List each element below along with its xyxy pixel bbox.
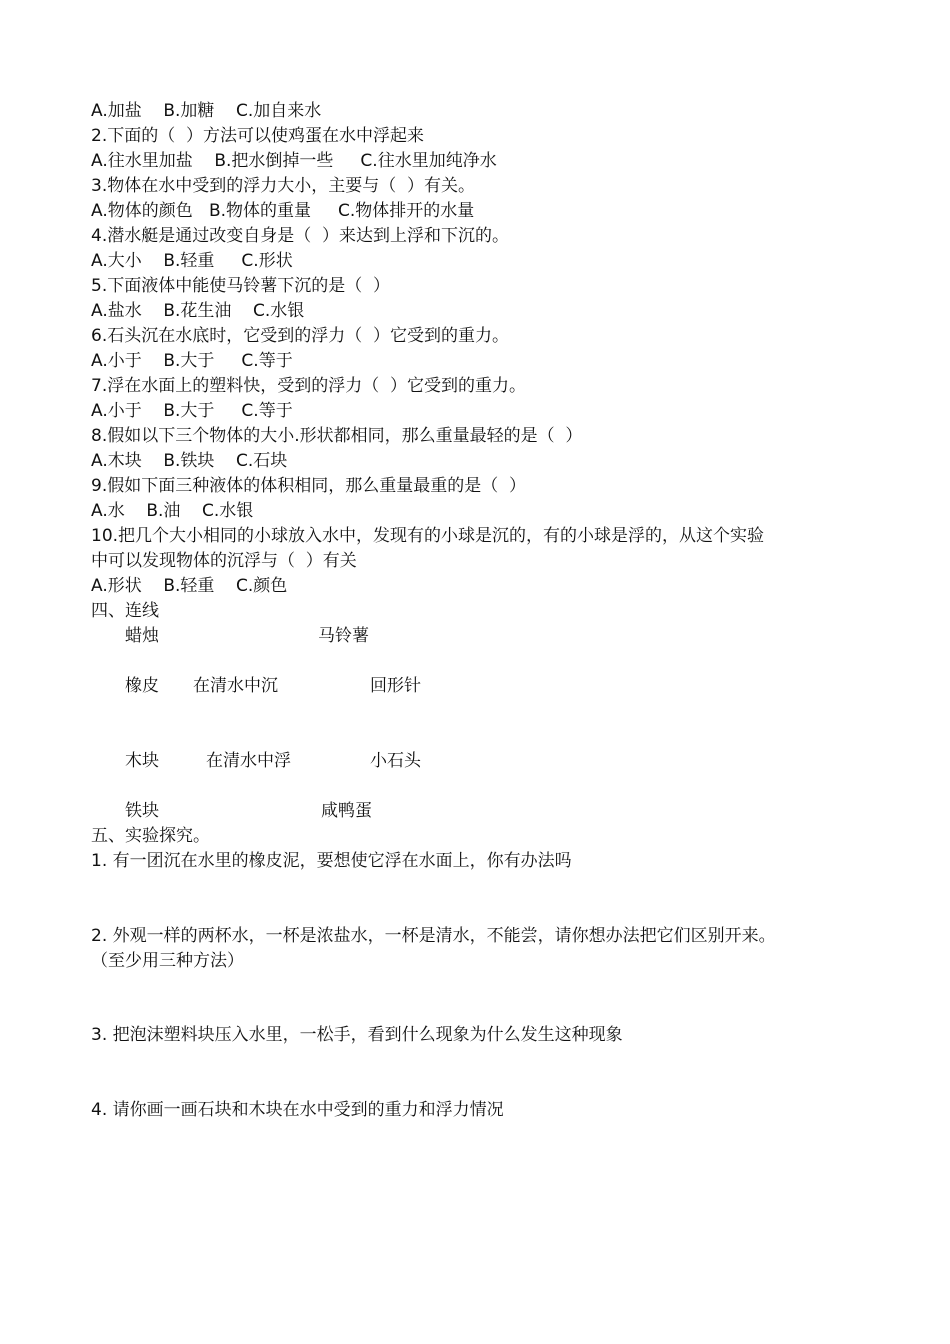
q9-text: 9.假如下面三种液体的体积相同，那么重量最重的是（ ） [91,476,527,496]
q4-text: 4.潜水艇是通过改变自身是（ ）来达到上浮和下沉的。 [91,226,510,246]
match-middle-item: 在清水中浮 [206,751,291,771]
q7-options: A.小于 B.大于 C.等于 [91,401,293,421]
match-middle-item: 在清水中沉 [193,676,278,696]
q4-options: A.大小 B.轻重 C.形状 [91,251,293,271]
q1-options: A.加盐 B.加糖 C.加自来水 [91,101,322,121]
q10-text-line1: 10.把几个大小相同的小球放入水中，发现有的小球是沉的，有的小球是浮的，从这个实验 [91,526,765,546]
q3-text: 3.物体在水中受到的浮力大小，主要与（ ）有关。 [91,176,476,196]
experiment-question-3: 3. 把泡沫塑料块压入水里，一松手，看到什么现象为什么发生这种现象 [91,1025,623,1045]
q2-text: 2.下面的（ ）方法可以使鸡蛋在水中浮起来 [91,126,425,146]
q9-options: A.水 B.油 C.水银 [91,501,254,521]
q3-options: A.物体的颜色 B.物体的重量 C.物体排开的水量 [91,201,475,221]
q7-text: 7.浮在水面上的塑料快，受到的浮力（ ）它受到的重力。 [91,376,527,396]
match-right-item: 咸鸭蛋 [321,801,372,821]
match-left-item: 蜡烛 [125,626,159,646]
match-right-item: 小石头 [370,751,421,771]
match-right-item: 回形针 [370,676,421,696]
match-left-item: 橡皮 [125,676,159,696]
q10-options: A.形状 B.轻重 C.颜色 [91,576,288,596]
experiment-question-2-line1: 2. 外观一样的两杯水，一杯是浓盐水，一杯是清水，不能尝，请你想办法把它们区别开来。 [91,926,776,946]
experiment-question-2-line2: （至少用三种方法） [91,951,244,971]
experiment-question-4: 4. 请你画一画石块和木块在水中受到的重力和浮力情况 [91,1100,504,1120]
section4-title: 四、连线 [91,601,159,621]
experiment-question-1: 1. 有一团沉在水里的橡皮泥，要想使它浮在水面上，你有办法吗 [91,851,572,871]
q8-text: 8.假如以下三个物体的大小.形状都相同，那么重量最轻的是（ ） [91,426,583,446]
q10-text-line2: 中可以发现物体的沉浮与（ ）有关 [91,551,357,571]
q6-text: 6.石头沉在水底时，它受到的浮力（ ）它受到的重力。 [91,326,510,346]
q5-options: A.盐水 B.花生油 C.水银 [91,301,305,321]
q5-text: 5.下面液体中能使马铃薯下沉的是（ ） [91,276,391,296]
section5-title: 五、实验探究。 [91,826,210,846]
match-right-item: 马铃薯 [318,626,369,646]
match-left-item: 木块 [125,751,159,771]
q6-options: A.小于 B.大于 C.等于 [91,351,293,371]
q2-options: A.往水里加盐 B.把水倒掉一些 C.往水里加纯净水 [91,151,497,171]
q8-options: A.木块 B.铁块 C.石块 [91,451,288,471]
match-left-item: 铁块 [125,801,159,821]
